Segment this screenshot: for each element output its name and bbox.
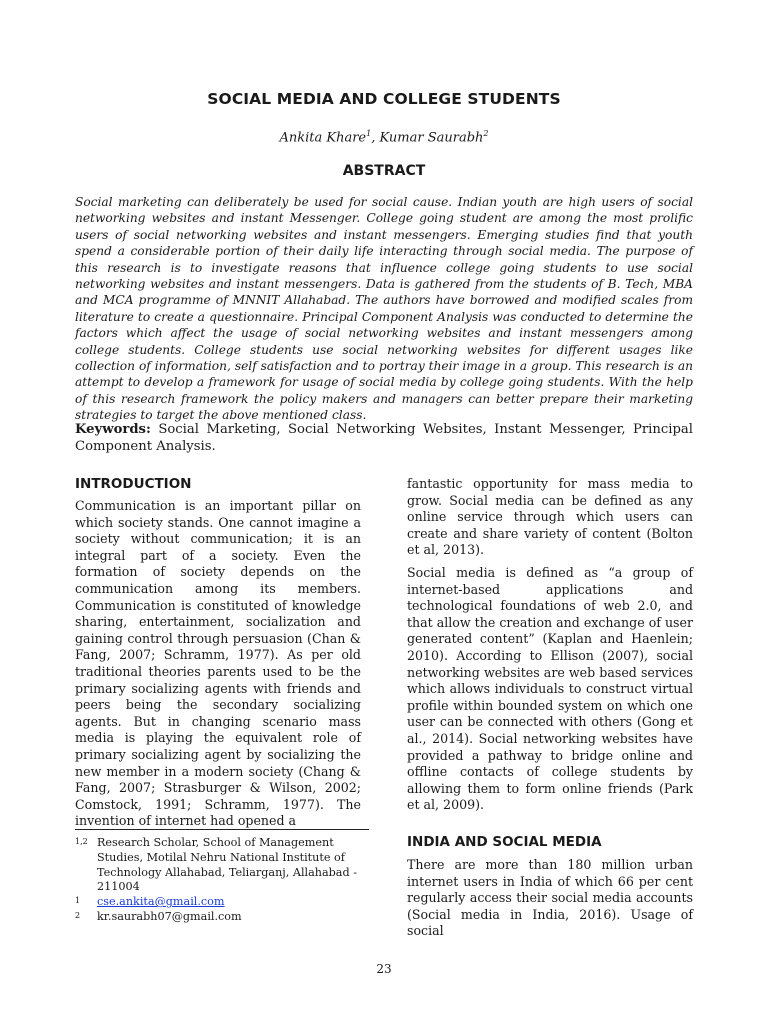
footnote-marker: 1 bbox=[75, 896, 81, 906]
footnote-text: Research Scholar, School of Management Studies, Motilal Nehru National Institute of Technology Allahabad, Teliarganj, Allahabad - 211004 bbox=[97, 836, 357, 894]
introduction-paragraph: Communication is an important pillar on which society stands. One cannot imagine a society without communication; it is an integral part of a society. Even the formation of society depends on the communication among its members. Communication is constituted of knowledge sharing, entertainment, socialization and gaining control through persuasion (Chan & Fang, 2007; Schramm, 1977). As per old traditional theories parents used to be the primary socializing agents with friends and peers being the secondary socializing agents. But in changing scenario mass media is playing the equivalent role of primary socializing agent by socializing the new member in a modern society (Chang & Fang, 2007; Strasburger & Wilson, 2002; Comstock, 1991; Schramm, 1977). The invention of internet had opened a bbox=[75, 498, 361, 829]
footnote-email-1 bbox=[75, 895, 369, 910]
page-number: 23 bbox=[376, 962, 392, 976]
abstract-heading: ABSTRACT bbox=[342, 163, 426, 179]
india-social-media-heading: INDIA AND SOCIAL MEDIA bbox=[407, 834, 602, 850]
paper-title: SOCIAL MEDIA AND COLLEGE STUDENTS bbox=[207, 90, 561, 108]
author-affiliation-marker: 1 bbox=[366, 129, 372, 138]
keywords-label: Keywords: bbox=[75, 422, 151, 437]
keywords bbox=[75, 421, 693, 455]
author-line bbox=[0, 129, 768, 145]
author-name: Ankita Khare bbox=[279, 130, 367, 146]
footnote-marker: 1,2 bbox=[75, 837, 88, 846]
footnote-affiliation bbox=[75, 836, 369, 895]
author-separator: , bbox=[371, 130, 380, 146]
left-column bbox=[75, 476, 361, 830]
email-link[interactable]: cse.ankita@gmail.com bbox=[97, 895, 225, 909]
social-media-definition-paragraph: Social media is defined as “a group of internet-based applications and technological foundations of web 2.0, and that allow the creation and exchange of user generated content” (Kaplan and Haenlein; 2010). According to Ellison (2007), social networking websites are web based services which allows individuals to construct virtual profile within bounded system on which one user can be connected with others (Gong et al., 2014). Social networking websites have provided a pathway to bridge online and offline contacts of college students by allowing them to form online friends (Park et al, 2009). bbox=[407, 564, 693, 813]
keywords-list: Social Marketing, Social Networking Websites, Instant Messenger, Principal Component Analysis. bbox=[75, 422, 693, 454]
right-column bbox=[407, 476, 693, 814]
author-affiliation-marker: 2 bbox=[483, 129, 489, 138]
abstract-text: Social marketing can deliberately be used for social cause. Indian youth are high users of social networking websites and instant Messenger. College going student are among the most prolific users of social networking websites and instant messengers. Emerging studies find that youth spend a considerable portion of their daily life interacting through social media. The purpose of this research is to investigate reasons that influence college going students to use social networking websites and instant messengers. Data is gathered from the students of B. Tech, MBA and MCA programme of MNNIT Allahabad. The authors have borrowed and modified scales from literature to create a questionnaire. Principal Component Analysis was conducted to determine the factors which affect the usage of social networking websites and instant messengers among college students. College students use social networking websites for different usages like collection of information, self satisfaction and to portray their image in a group. This research is an attempt to develop a framework for usage of social media by college going students. With the help of this research framework the policy makers and managers can better prepare their marketing strategies to target the above mentioned class. bbox=[75, 195, 693, 423]
india-social-media-paragraph: There are more than 180 million urban internet users in India of which 66 per cent regularly access their social media accounts (Social media in India, 2016). Usage of social bbox=[407, 857, 693, 939]
footnote-marker: 2 bbox=[75, 910, 81, 920]
footnote-text: kr.saurabh07@gmail.com bbox=[97, 909, 242, 923]
introduction-heading: INTRODUCTION bbox=[75, 476, 192, 492]
footnote-email-2 bbox=[75, 910, 369, 925]
footnotes bbox=[75, 836, 369, 925]
introduction-paragraph-continued: fantastic opportunity for mass media to grow. Social media can be defined as any online service through which users can create and share variety of content (Bolton et al, 2013). bbox=[407, 476, 693, 558]
footnote-divider bbox=[75, 829, 369, 830]
author-name: Kumar Saurabh bbox=[379, 130, 484, 146]
